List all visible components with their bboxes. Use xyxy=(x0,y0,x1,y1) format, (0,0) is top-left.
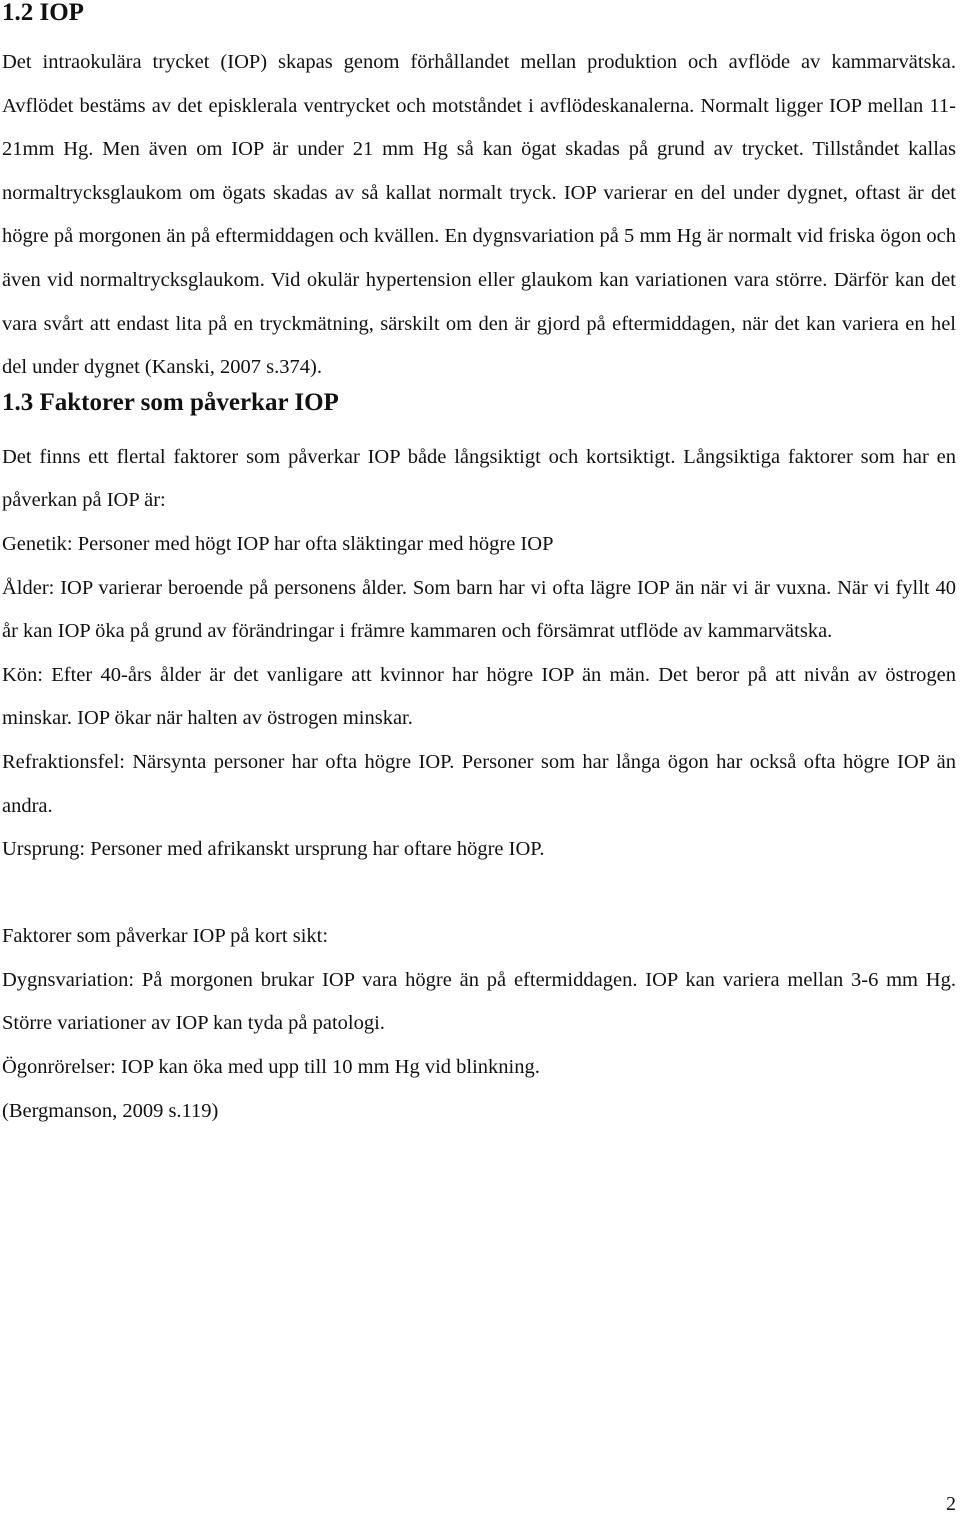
paragraph-iop-definition: Det intraokulära trycket (IOP) skapas genom förhållandet mellan produktion och avflöde av kammarvätska. Avflödet bestäms av det episklerala ventrycket och motståndet i avflödeskanalerna. Normalt ligger IOP mellan 11-21mm Hg. Men även om IOP är under 21 mm Hg så kan ögat skadas på grund av trycket. Tillståndet kallas normaltrycksglaukom om ögats skadas av så kallat normalt tryck. IOP varierar en del under dygnet, oftast är det högre på morgonen än på eftermiddagen och kvällen. En dygnsvariation på 5 mm Hg är normalt vid friska ögon och även vid normaltrycksglaukom. Vid okulär hypertension eller glaukom kan variationen vara större. Därför kan det vara svårt att endast lita på en tryckmätning, särskilt om den är gjord på eftermiddagen, när det kan variera en hel del under dygnet (Kanski, 2007 s.374). xyxy=(2,51,956,379)
section-heading-1-3: 1.3 Faktorer som påverkar IOP xyxy=(2,388,339,416)
factor-diurnal-variation: Dygnsvariation: På morgonen brukar IOP vara högre än på eftermiddagen. IOP kan variera mellan 3-6 mm Hg. Större variationer av IOP kan tyda på patologi. xyxy=(2,968,956,1035)
factor-age: Ålder: IOP varierar beroende på personens ålder. Som barn har vi ofta lägre IOP än när vi är vuxna. När vi fyllt 40 år kan IOP öka på grund av förändringar i främre kammaren och försämrat utflöde av kammarvätska. xyxy=(2,576,956,643)
citation: (Bergmanson, 2009 s.119) xyxy=(2,1099,219,1122)
paragraph-factors-intro: Det finns ett flertal faktorer som påverkar IOP både långsiktigt och kortsiktigt. Långsiktiga faktorer som har en påverkan på IOP är: xyxy=(2,445,956,512)
short-term-heading: Faktorer som påverkar IOP på kort sikt: xyxy=(2,925,329,948)
factor-genetics: Genetik: Personer med högt IOP har ofta släktingar med högre IOP xyxy=(2,532,554,555)
factor-sex: Kön: Efter 40-års ålder är det vanligare att kvinnor har högre IOP än män. Det beror på att nivån av östrogen minskar. IOP ökar när halten av östrogen minskar. xyxy=(2,663,956,730)
page-content xyxy=(2,0,956,1133)
page-number: 2 xyxy=(946,1493,956,1515)
factor-refraction: Refraktionsfel: Närsynta personer har ofta högre IOP. Personer som har långa ögon har också ofta högre IOP än andra. xyxy=(2,750,956,817)
factor-eye-movements: Ögonrörelser: IOP kan öka med upp till 10 mm Hg vid blinkning. xyxy=(2,1056,540,1079)
section-heading-1-2: 1.2 IOP xyxy=(2,0,84,26)
factor-origin: Ursprung: Personer med afrikanskt ursprung har oftare högre IOP. xyxy=(2,838,545,861)
